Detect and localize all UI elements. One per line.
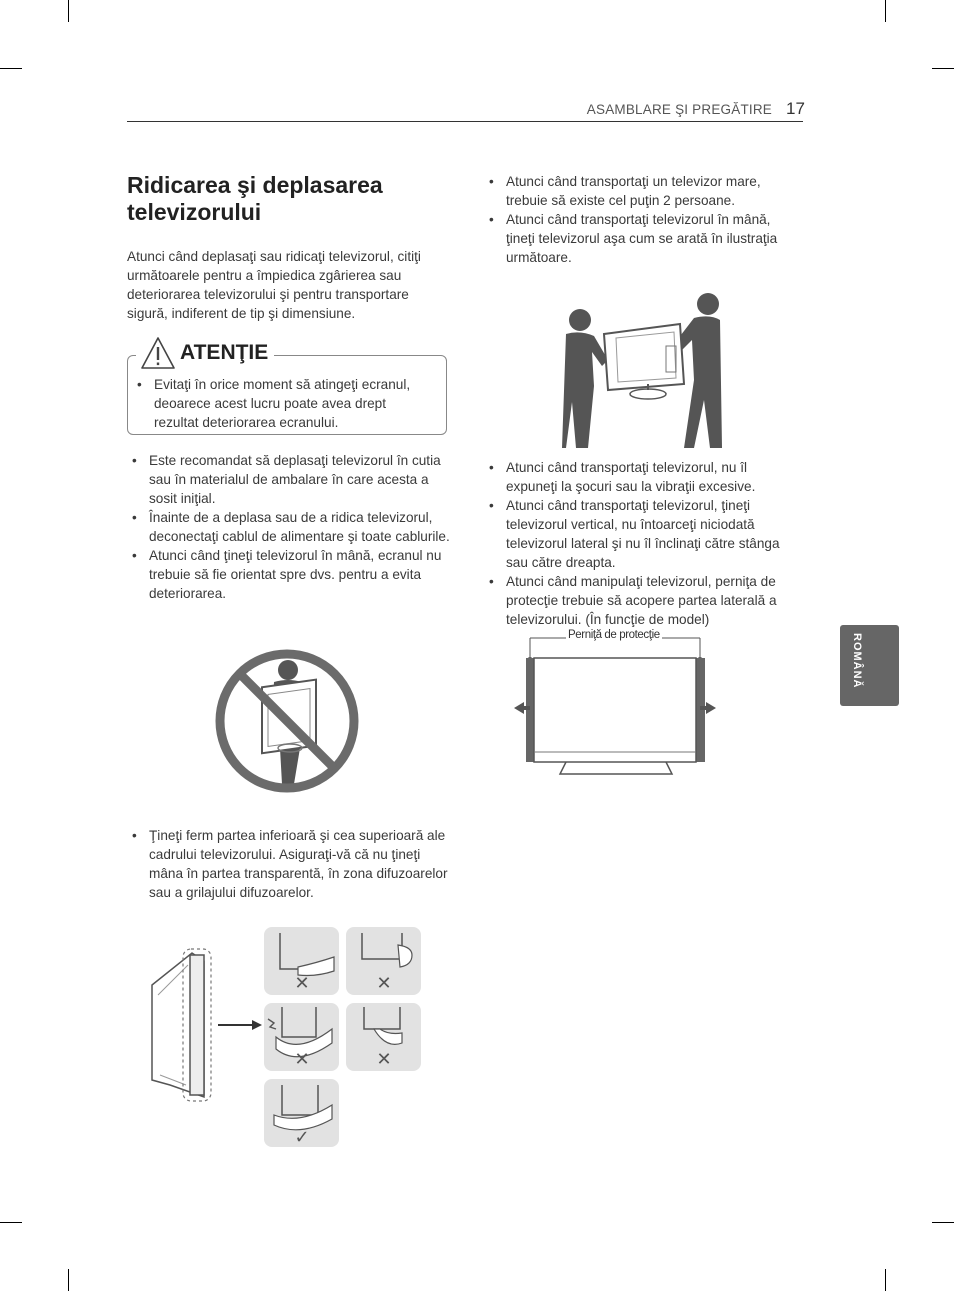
- protective-cushion-illustration: [510, 632, 720, 777]
- grip-panel-wrong: [346, 1003, 421, 1071]
- grip-panel-wrong: [264, 927, 339, 995]
- language-tab-label: ROMÂNĂ: [851, 633, 863, 689]
- intro-paragraph: Atunci când deplasaţi sau ridicaţi televizorul, citiţi următoarele pentru a împiedica zgârierea sau deteriorarea televizorului şi pentru transportare sigură, indiferent de tip şi dimensiune.: [127, 249, 421, 321]
- crop-mark: [0, 1222, 22, 1223]
- caution-list: [132, 375, 432, 432]
- list-item: • Atunci când transportaţi un televizor mare, trebuie să existe cel puţin 2 persoane.: [484, 172, 800, 210]
- cross-icon: ✕: [376, 1049, 392, 1070]
- crop-mark: [0, 68, 22, 69]
- crop-mark: [932, 68, 954, 69]
- cross-icon: ✕: [294, 973, 310, 994]
- grip-panel-correct: [264, 1079, 339, 1148]
- warning-icon: [140, 336, 176, 370]
- grip-panel-wrong: [264, 1003, 339, 1071]
- tv-stand: [560, 762, 672, 774]
- list-item: • Atunci când transportaţi televizorul, ţineţi televizorul vertical, nu întoarceţi niciodată televizorul lateral şi nu îl înclinaţi către stânga sau către dreapta.: [484, 496, 802, 572]
- header-rule: [127, 121, 803, 122]
- tv-grip-illustration: [148, 925, 428, 1150]
- crop-mark: [885, 1269, 886, 1291]
- list-item: • Atunci când transportaţi televizorul, nu îl expuneţi la şocuri sau la vibraţii excesive.: [484, 458, 802, 496]
- tv-side-view: [152, 949, 211, 1101]
- page-number: 17: [786, 99, 805, 118]
- two-person-carry-illustration: [562, 290, 722, 448]
- checkmark-icon: ✓: [294, 1127, 310, 1148]
- tv-front: [534, 658, 696, 762]
- prohibited-carry-illustration: [214, 648, 360, 794]
- cushion-label: Perniţă de protecţie: [568, 629, 660, 641]
- person-left-icon: [562, 309, 608, 448]
- left-bullet-list-2: [127, 826, 451, 902]
- crop-mark: [68, 1269, 69, 1291]
- right-bullet-list: [484, 172, 800, 267]
- caution-heading: [136, 333, 274, 373]
- language-tab: [840, 625, 899, 706]
- crop-mark: [68, 0, 69, 22]
- list-item: • Atunci când ţineţi televizorul în mână, ecranul nu trebuie să fie orientat spre dvs. pentru a evita deteriorarea.: [127, 546, 451, 603]
- cross-icon: ✕: [294, 1049, 310, 1070]
- list-item: • Evitaţi în orice moment să atingeţi ecranul, deoarece acest lucru poate avea drept rezultat deteriorarea ecranului.: [132, 375, 432, 432]
- caution-title: ATENŢIE: [180, 341, 269, 364]
- page-title: Ridicarea şi deplasarea televizorului: [127, 172, 383, 225]
- right-bullet-list-2: [484, 458, 802, 629]
- list-item: • Atunci când transportaţi televizorul în mână, ţineţi televizorul aşa cum se arată în ilustraţia următoare.: [484, 210, 800, 267]
- list-item: • Ţineţi ferm partea inferioară şi cea superioară ale cadrului televizorului. Asiguraţi-vă că nu ţineţi mâna în partea transparentă, în zona difuzoarelor sau a grilajului difuzoarelor.: [127, 826, 451, 902]
- left-bullet-list: [127, 451, 451, 603]
- list-item: • Este recomandat să deplasaţi televizorul în cutia sau în materialul de ambalare în care acesta a sosit iniţial.: [127, 451, 451, 508]
- cross-icon: ✕: [376, 973, 392, 994]
- list-item: • Înainte de a deplasa sau de a ridica televizorul, deconectaţi cablul de alimentare şi toate cablurile.: [127, 508, 451, 546]
- crop-mark: [932, 1222, 954, 1223]
- crop-mark: [885, 0, 886, 22]
- running-head: ASAMBLARE ŞI PREGĂTIRE: [586, 102, 772, 117]
- list-item: • Atunci când manipulaţi televizorul, perniţa de protecţie trebuie să acopere partea laterală a televizorului. (În funcţie de model): [484, 572, 802, 629]
- tv-set-icon: [604, 324, 684, 399]
- grip-panel-wrong: [346, 927, 421, 995]
